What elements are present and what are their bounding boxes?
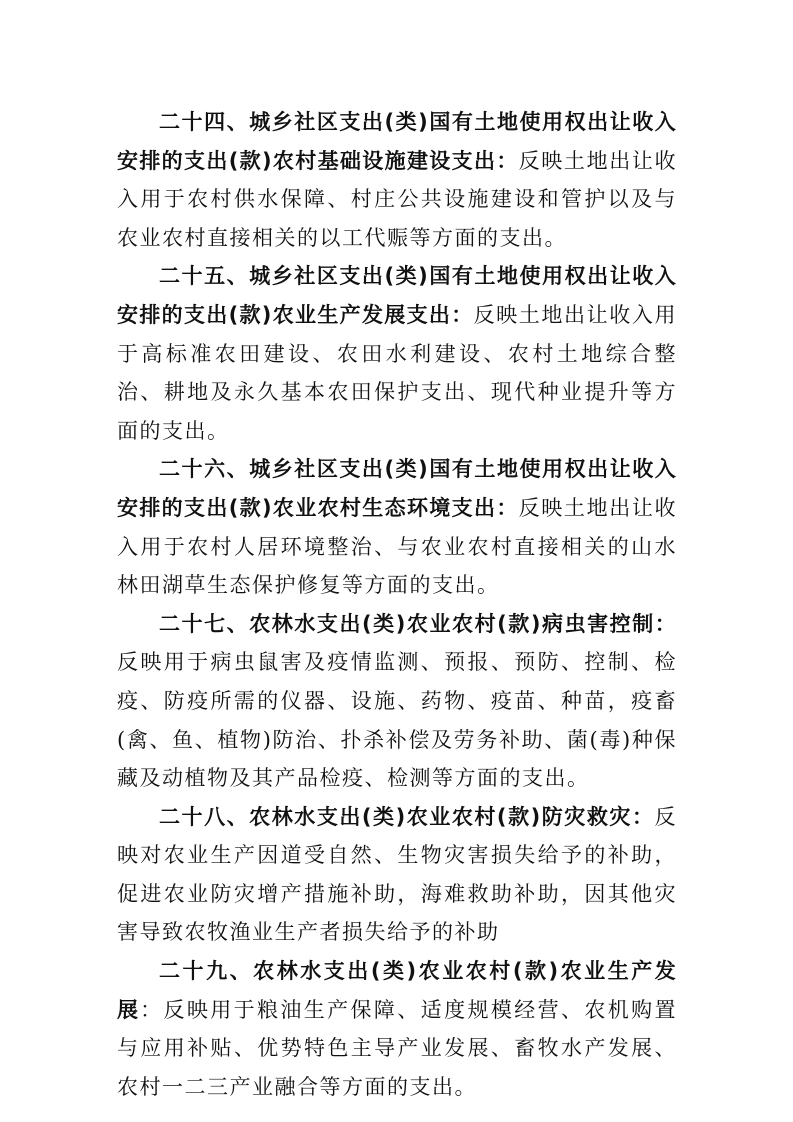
paragraph-text: 反映土地出让收入用于高标准农田建设、农田水利建设、农村土地综合整治、耕地及永久基本农田保护支出、现代种业提升等方面的支出。 xyxy=(117,302,677,443)
paragraph-heading: 二十九、农林水支出(类)农业农村(款)农业生产发展 xyxy=(117,959,677,1022)
paragraph-28 xyxy=(117,798,677,952)
paragraph-text: 反映土地出让收入用于农村人居环境整治、与农业农村直接相关的山水林田湖草生态保护修复等方面的支出。 xyxy=(117,495,677,598)
paragraph-27 xyxy=(117,605,677,798)
paragraph-heading: 二十八、农林水支出(类)农业农村(款)防灾救灾： xyxy=(159,804,655,829)
paragraph-29 xyxy=(117,952,677,1106)
paragraph-heading: 二十六、城乡社区支出(类)国有土地使用权出让收入安排的支出(款)农业农村生态环境支出： xyxy=(117,457,677,520)
paragraph-text: ：反映用于粮油生产保障、适度规模经营、农机购置与应用补贴、优势特色主导产业发展、畜牧水产发展、农村一二三产业融合等方面的支出。 xyxy=(117,997,678,1099)
paragraph-text: 反映用于病虫鼠害及疫情监测、预报、预防、控制、检疫、防疫所需的仪器、设施、药物、疫苗、种苗，疫畜(禽、鱼、植物)防治、扑杀补偿及劳务补助、菌(毒)种保藏及动植物及其产品检疫、检测等方面的支出。 xyxy=(117,650,677,791)
document-body xyxy=(117,103,677,1106)
paragraph-text: 反映土地出让收入用于农村供水保障、村庄公共设施建设和管护以及与农业农村直接相关的以工代赈等方面的支出。 xyxy=(117,148,677,250)
paragraph-25 xyxy=(117,257,677,450)
paragraph-heading: 二十五、城乡社区支出(类)国有土地使用权出让收入安排的支出(款)农业生产发展支出： xyxy=(117,264,677,327)
paragraph-heading: 二十四、城乡社区支出(类)国有土地使用权出让收入安排的支出(款)农村基础设施建设支出： xyxy=(117,110,677,173)
paragraph-heading: 二十七、农林水支出(类)农业农村(款)病虫害控制： xyxy=(159,611,677,636)
paragraph-26 xyxy=(117,450,677,604)
paragraph-24 xyxy=(117,103,677,257)
paragraph-text: 反映对农业生产因道受自然、生物灾害损失给予的补助，促进农业防灾增产措施补助，海难救助补助，因其他灾害导致农牧渔业生产者损失给予的补助 xyxy=(117,804,677,945)
